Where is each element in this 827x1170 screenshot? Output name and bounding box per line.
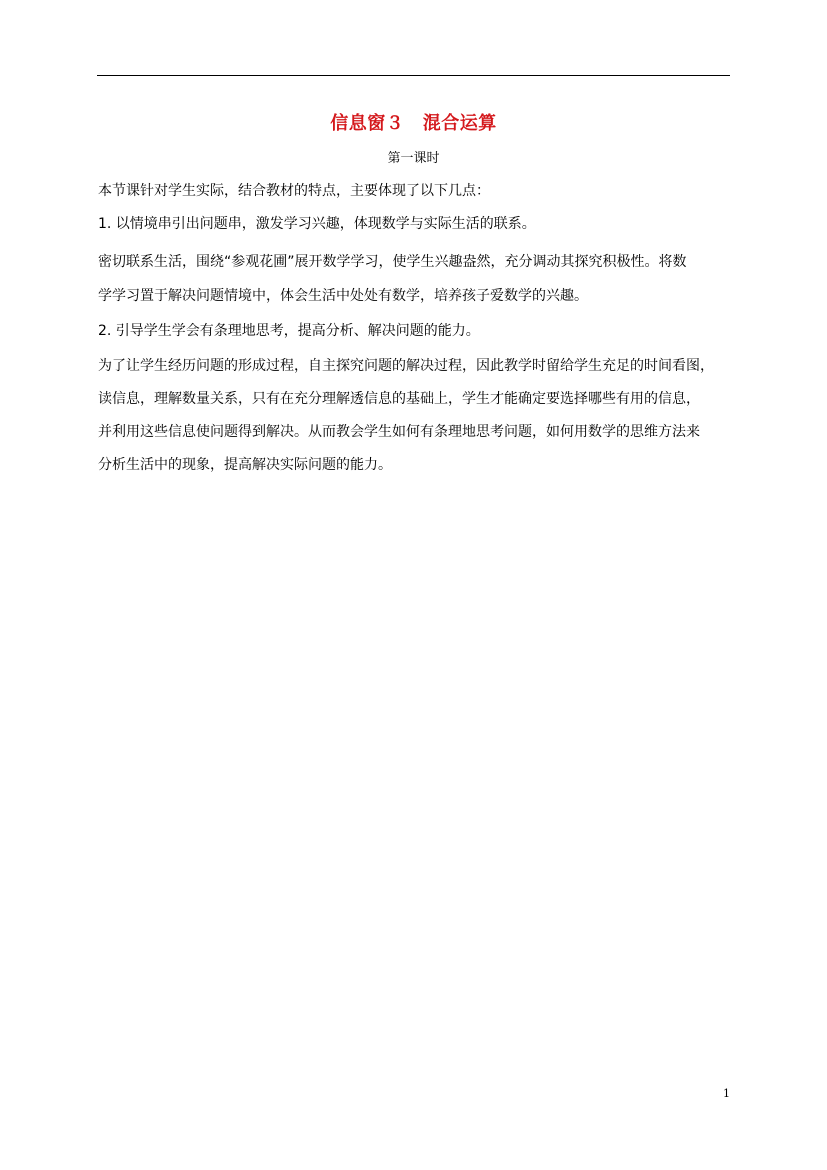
header-rule: [97, 75, 730, 76]
point2-paragraph: [98, 350, 738, 482]
point1-paragraph: [98, 245, 738, 313]
paragraph-line: 并利用这些信息使问题得到解决。从而教会学生如何有条理地思考问题，如何用数学的思维方法来: [98, 424, 700, 440]
document-title: 信息窗３ 混合运算: [330, 113, 497, 134]
paragraph-line: 分析生活中的现象，提高解决实际问题的能力。: [98, 457, 392, 473]
paragraph-line: 学学习置于解决问题情境中，体会生活中处处有数学，培养孩子爱数学的兴趣。: [98, 288, 588, 304]
paragraph-line: 为了让学生经历问题的形成过程，自主探究问题的解决过程，因此教学时留给学生充足的时间看图，: [98, 358, 714, 374]
point2-heading: 2. 引导学生学会有条理地思考，提高分析、解决问题的能力。: [98, 323, 480, 339]
paragraph-line: 读信息，理解数量关系，只有在充分理解透信息的基础上，学生才能确定要选择哪些有用的信息，: [98, 391, 700, 407]
intro-paragraph: 本节课针对学生实际，结合教材的特点，主要体现了以下几点：: [98, 183, 490, 199]
paragraph-line: 密切联系生活，围绕“参观花圃”展开数学学习，使学生兴趣盎然，充分调动其探究积极性。将数: [98, 254, 687, 270]
page-number: 1: [723, 1087, 730, 1100]
lesson-subtitle: 第一课时: [387, 151, 440, 166]
point1-heading: 1. 以情境串引出问题串，激发学习兴趣，体现数学与实际生活的联系。: [98, 216, 536, 232]
